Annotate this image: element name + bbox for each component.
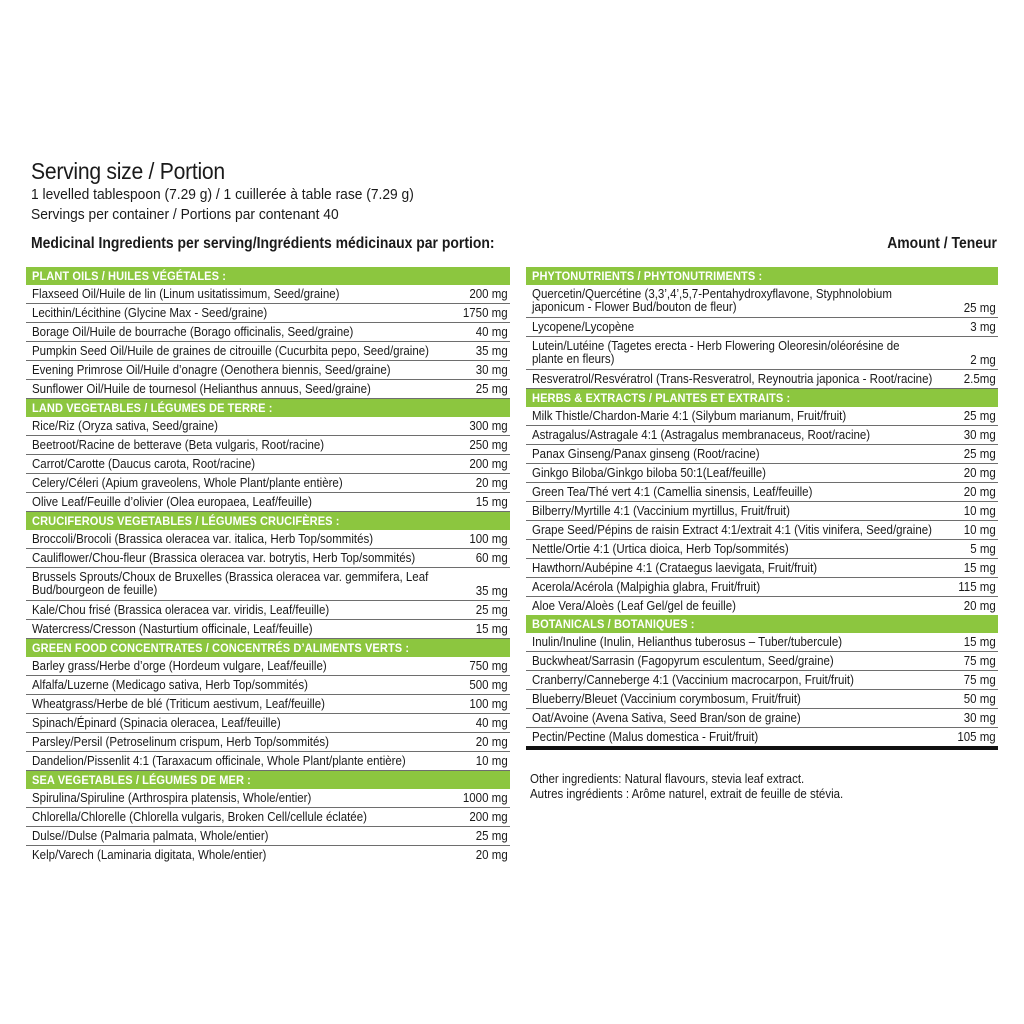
ingredient-name: Beetroot/Racine de betterave (Beta vulgaris, Root/racine) [32, 438, 325, 452]
ingredient-name: Aloe Vera/Aloès (Leaf Gel/gel de feuille) [532, 599, 736, 613]
ingredient-name: Kale/Chou frisé (Brassica oleracea var. viridis, Leaf/feuille) [32, 603, 330, 617]
ingredient-amount: 20 mg [964, 485, 996, 499]
section-header-phytonutrients [526, 267, 998, 285]
ingredient-name: Inulin/Inuline (Inulin, Helianthus tuberosus – Tuber/tubercule) [532, 635, 843, 649]
ingredient-name: Flaxseed Oil/Huile de lin (Linum usitatissimum, Seed/graine) [32, 287, 340, 301]
ingredient-name: Carrot/Carotte (Daucus carota, Root/racine) [32, 457, 256, 471]
ingredient-row [26, 695, 510, 714]
ingredient-amount: 20 mg [476, 735, 508, 749]
ingredient-name: Brussels Sprouts/Choux de Bruxelles (Brassica oleracea var. gemmifera, Leaf Bud/bourgeon de feuille) [32, 570, 429, 597]
ingredient-amount: 2.5mg [964, 372, 996, 386]
section-title: PLANT OILS / HUILES VÉGÉTALES : [32, 269, 227, 283]
ingredient-amount: 300 mg [469, 419, 508, 433]
ingredient-amount: 115 mg [958, 580, 996, 594]
other-ingredients [530, 772, 1000, 802]
ingredient-row [26, 846, 510, 864]
ingredient-name: Pectin/Pectine (Malus domestica - Fruit/fruit) [532, 730, 759, 744]
section-header-botanicals [526, 615, 998, 633]
ingredient-row [26, 789, 510, 808]
ingredient-amount: 25 mg [964, 409, 996, 423]
ingredient-name: Dandelion/Pissenlit 4:1 (Taraxacum officinale, Whole Plant/plante entière) [32, 754, 406, 768]
ingredient-amount: 10 mg [476, 754, 508, 768]
ingredient-row [26, 380, 510, 399]
ingredient-amount: 20 mg [964, 599, 996, 613]
ingredient-row [26, 808, 510, 827]
ingredient-amount: 75 mg [964, 673, 996, 687]
ingredient-amount: 5 mg [970, 542, 996, 556]
serving-title: Serving size / Portion [31, 158, 225, 184]
ingredient-name: Acerola/Acérola (Malpighia glabra, Fruit/fruit) [532, 580, 761, 594]
ingredient-amount: 200 mg [469, 457, 508, 471]
ingredient-row [526, 652, 998, 671]
ingredient-name: Oat/Avoine (Avena Sativa, Seed Bran/son de graine) [532, 711, 801, 725]
ingredient-row [526, 337, 998, 370]
ingredient-name: Grape Seed/Pépins de raisin Extract 4:1/extrait 4:1 (Vitis vinifera, Seed/graine) [532, 523, 932, 537]
ingredient-row [526, 445, 998, 464]
ingredient-amount: 15 mg [964, 635, 996, 649]
ingredient-amount: 750 mg [469, 659, 508, 673]
ingredient-amount: 20 mg [964, 466, 996, 480]
ingredient-row [526, 709, 998, 728]
section-header-herbs-extracts [526, 389, 998, 407]
ingredient-name: Buckwheat/Sarrasin (Fagopyrum esculentum, Seed/graine) [532, 654, 834, 668]
ingredient-amount: 60 mg [476, 551, 508, 565]
ingredient-name: Rice/Riz (Oryza sativa, Seed/graine) [32, 419, 218, 433]
ingredient-name: Pumpkin Seed Oil/Huile de graines de citrouille (Cucurbita pepo, Seed/graine) [32, 344, 429, 358]
ingredient-row [26, 361, 510, 380]
ingredient-name: Olive Leaf/Feuille d’olivier (Olea europaea, Leaf/feuille) [32, 495, 312, 509]
ingredient-amount: 10 mg [964, 504, 996, 518]
ingredient-name: Cauliflower/Chou-fleur (Brassica oleracea var. botrytis, Herb Top/sommités) [32, 551, 416, 565]
ingredient-row [26, 657, 510, 676]
section-header-plant-oils [26, 267, 510, 285]
ingredient-row [526, 483, 998, 502]
ingredient-name: Lecithin/Lécithine (Glycine Max - Seed/graine) [32, 306, 268, 320]
ingredient-name: Cranberry/Canneberge 4:1 (Vaccinium macrocarpon, Fruit/fruit) [532, 673, 854, 687]
ingredient-name: Resveratrol/Resvératrol (Trans-Resveratrol, Reynoutria japonica - Root/racine) [532, 372, 933, 386]
ingredient-row [526, 407, 998, 426]
section-title: SEA VEGETABLES / LÉGUMES DE MER : [32, 773, 251, 787]
ingredient-row [26, 714, 510, 733]
ingredient-amount: 105 mg [957, 730, 996, 744]
ingredient-row [26, 304, 510, 323]
ingredient-amount: 500 mg [469, 678, 508, 692]
ingredient-amount: 100 mg [469, 697, 508, 711]
ingredient-row [26, 474, 510, 493]
serving-size: 1 levelled tablespoon (7.29 g) / 1 cuillerée à table rase (7.29 g) [31, 186, 414, 203]
ingredient-row [526, 633, 998, 652]
ingredient-row [26, 601, 510, 620]
section-header-sea-vegetables [26, 771, 510, 789]
ingredient-name: Spinach/Épinard (Spinacia oleracea, Leaf/feuille) [32, 716, 281, 730]
ingredient-row [26, 549, 510, 568]
left-column [26, 267, 510, 864]
ingredient-amount: 1750 mg [463, 306, 508, 320]
ingredient-name: Panax Ginseng/Panax ginseng (Root/racine) [532, 447, 760, 461]
ingredient-amount: 100 mg [469, 532, 508, 546]
ingredient-row [26, 530, 510, 549]
ingredient-name: Kelp/Varech (Laminaria digitata, Whole/entier) [32, 848, 267, 862]
ingredient-row [526, 540, 998, 559]
ingredient-amount: 3 mg [970, 320, 996, 334]
ingredient-amount: 25 mg [476, 382, 508, 396]
section-title: GREEN FOOD CONCENTRATES / CONCENTRÉS D’ALIMENTS VERTS : [32, 641, 410, 655]
ingredient-row [26, 342, 510, 361]
ingredient-name: Astragalus/Astragale 4:1 (Astragalus membranaceus, Root/racine) [532, 428, 871, 442]
ingredient-row [26, 455, 510, 474]
ingredient-row [526, 285, 998, 318]
right-column [526, 267, 998, 750]
ingredient-amount: 25 mg [476, 829, 508, 843]
ingredient-amount: 15 mg [964, 561, 996, 575]
ingredient-name: Barley grass/Herbe d’orge (Hordeum vulgare, Leaf/feuille) [32, 659, 327, 673]
ingredient-amount: 35 mg [476, 584, 508, 598]
ingredient-amount: 25 mg [964, 301, 996, 315]
other-ingredients-en: Other ingredients: Natural flavours, stevia leaf extract. [530, 772, 805, 786]
ingredient-row [26, 436, 510, 455]
ingredient-name: Blueberry/Bleuet (Vaccinium corymbosum, Fruit/fruit) [532, 692, 801, 706]
ingredient-name: Milk Thistle/Chardon-Marie 4:1 (Silybum marianum, Fruit/fruit) [532, 409, 847, 423]
ingredient-amount: 40 mg [476, 325, 508, 339]
ingredient-name: Chlorella/Chlorelle (Chlorella vulgaris, Broken Cell/cellule éclatée) [32, 810, 367, 824]
section-title: LAND VEGETABLES / LÉGUMES DE TERRE : [32, 401, 273, 415]
ingredient-row [526, 728, 998, 750]
serving-info [31, 157, 1011, 225]
ingredient-amount: 75 mg [964, 654, 996, 668]
ingredient-amount: 25 mg [476, 603, 508, 617]
ingredient-name: Hawthorn/Aubépine 4:1 (Crataegus laevigata, Fruit/fruit) [532, 561, 818, 575]
ingredient-row [526, 559, 998, 578]
section-title: CRUCIFEROUS VEGETABLES / LÉGUMES CRUCIFÈRES : [32, 514, 340, 528]
ingredient-amount: 20 mg [476, 848, 508, 862]
ingredients-heading [31, 233, 997, 255]
ingredient-name: Borage Oil/Huile de bourrache (Borago officinalis, Seed/graine) [32, 325, 354, 339]
ingredient-row [26, 827, 510, 846]
medicinal-ingredients-label: Medicinal Ingredients per serving/Ingrédients médicinaux par portion: [31, 235, 495, 252]
ingredient-name: Lutein/Lutéine (Tagetes erecta - Herb Flowering Oleoresin/oléorésine de plante en fleurs) [532, 339, 900, 366]
ingredient-row [526, 597, 998, 615]
ingredient-amount: 30 mg [476, 363, 508, 377]
ingredient-row [26, 493, 510, 512]
ingredient-amount: 10 mg [964, 523, 996, 537]
ingredient-row [526, 690, 998, 709]
servings-per-container: Servings per container / Portions par contenant 40 [31, 206, 339, 223]
ingredient-row [26, 733, 510, 752]
ingredient-name: Wheatgrass/Herbe de blé (Triticum aestivum, Leaf/feuille) [32, 697, 325, 711]
ingredient-row [526, 671, 998, 690]
ingredient-name: Quercetin/Quercétine (3,3’,4’,5,7-Pentahydroxyflavone, Styphnolobium japonicum - Flower Bud/bouton de fleur) [532, 287, 892, 314]
ingredient-row [26, 676, 510, 695]
ingredient-row [526, 426, 998, 445]
ingredient-row [26, 285, 510, 304]
ingredient-name: Sunflower Oil/Huile de tournesol (Helianthus annuus, Seed/graine) [32, 382, 371, 396]
ingredient-amount: 15 mg [476, 495, 508, 509]
section-title: HERBS & EXTRACTS / PLANTES ET EXTRAITS : [532, 391, 791, 405]
ingredient-amount: 50 mg [964, 692, 996, 706]
ingredient-amount: 30 mg [964, 711, 996, 725]
ingredient-row [26, 417, 510, 436]
ingredient-name: Celery/Céleri (Apium graveolens, Whole Plant/plante entière) [32, 476, 343, 490]
ingredient-amount: 15 mg [476, 622, 508, 636]
ingredient-name: Evening Primrose Oil/Huile d’onagre (Oenothera biennis, Seed/graine) [32, 363, 391, 377]
ingredient-name: Alfalfa/Luzerne (Medicago sativa, Herb Top/sommités) [32, 678, 308, 692]
ingredient-amount: 30 mg [964, 428, 996, 442]
section-header-land-vegetables [26, 399, 510, 417]
section-title: PHYTONUTRIENTS / PHYTONUTRIMENTS : [532, 269, 763, 283]
ingredient-amount: 200 mg [469, 810, 508, 824]
ingredient-name: Bilberry/Myrtille 4:1 (Vaccinium myrtillus, Fruit/fruit) [532, 504, 790, 518]
ingredient-row [526, 370, 998, 389]
ingredient-name: Parsley/Persil (Petroselinum crispum, Herb Top/sommités) [32, 735, 329, 749]
section-header-cruciferous-vegetables [26, 512, 510, 530]
ingredient-row [26, 323, 510, 342]
section-header-green-food-concentrates [26, 639, 510, 657]
ingredient-name: Ginkgo Biloba/Ginkgo biloba 50:1(Leaf/feuille) [532, 466, 766, 480]
section-title: BOTANICALS / BOTANIQUES : [532, 617, 695, 631]
ingredient-name: Dulse//Dulse (Palmaria palmata, Whole/entier) [32, 829, 269, 843]
ingredient-name: Green Tea/Thé vert 4:1 (Camellia sinensis, Leaf/feuille) [532, 485, 813, 499]
ingredient-amount: 2 mg [970, 353, 996, 367]
ingredient-amount: 35 mg [476, 344, 508, 358]
amount-label: Amount / Teneur [887, 235, 997, 252]
ingredient-amount: 40 mg [476, 716, 508, 730]
ingredient-row [526, 318, 998, 337]
ingredient-name: Broccoli/Brocoli (Brassica oleracea var. italica, Herb Top/sommités) [32, 532, 374, 546]
ingredient-name: Lycopene/Lycopène [532, 320, 635, 334]
ingredient-amount: 20 mg [476, 476, 508, 490]
ingredient-amount: 25 mg [964, 447, 996, 461]
ingredient-row [526, 502, 998, 521]
ingredient-amount: 200 mg [469, 287, 508, 301]
ingredient-amount: 1000 mg [463, 791, 508, 805]
ingredient-amount: 250 mg [469, 438, 508, 452]
ingredient-row [526, 521, 998, 540]
ingredient-row [26, 620, 510, 639]
ingredient-row [526, 578, 998, 597]
other-ingredients-fr: Autres ingrédients : Arôme naturel, extrait de feuille de stévia. [530, 787, 844, 801]
ingredient-name: Nettle/Ortie 4:1 (Urtica dioica, Herb Top/sommités) [532, 542, 789, 556]
ingredient-row [526, 464, 998, 483]
ingredient-row [26, 752, 510, 771]
ingredient-name: Spirulina/Spiruline (Arthrospira platensis, Whole/entier) [32, 791, 312, 805]
ingredient-row [26, 568, 510, 601]
ingredient-name: Watercress/Cresson (Nasturtium officinale, Leaf/feuille) [32, 622, 313, 636]
